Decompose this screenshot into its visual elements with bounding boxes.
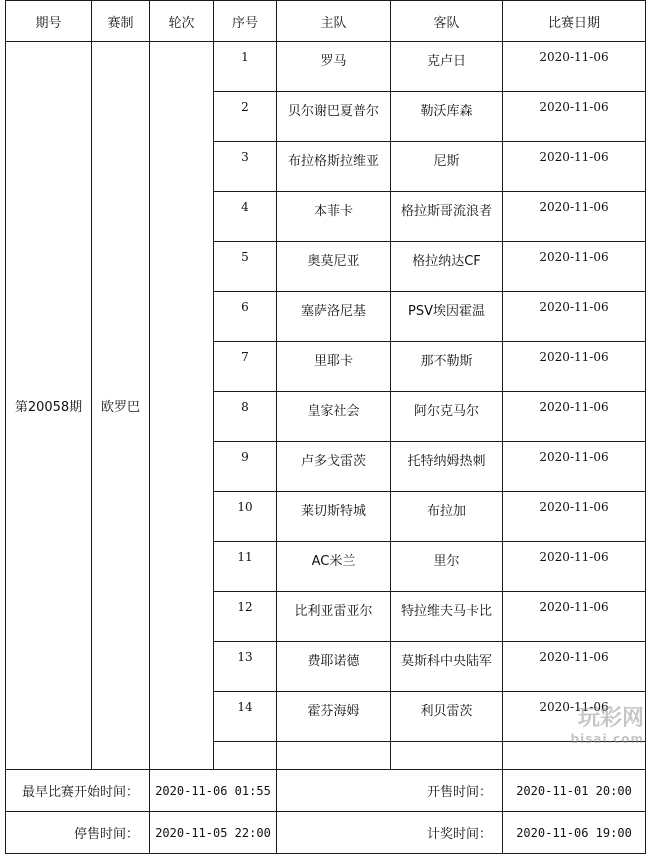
away-team: 格拉纳达CF: [391, 242, 503, 292]
blank-cell: [391, 742, 503, 770]
match-number: 8: [214, 392, 277, 442]
away-team: 利贝雷茨: [391, 692, 503, 742]
competition-cell: 欧罗巴: [92, 42, 150, 770]
header-issue: 期号: [6, 1, 92, 42]
away-team: 布拉加: [391, 492, 503, 542]
draw-value: 2020-11-06 19:00: [503, 812, 646, 854]
header-round: 轮次: [150, 1, 214, 42]
blank-cell: [503, 742, 646, 770]
sale-stop-value: 2020-11-05 22:00: [150, 812, 277, 854]
away-team: 尼斯: [391, 142, 503, 192]
away-team: 那不勒斯: [391, 342, 503, 392]
footer-row: [6, 770, 646, 812]
away-team: PSV埃因霍温: [391, 292, 503, 342]
sale-stop-label: 停售时间：: [6, 812, 150, 854]
home-team: AC米兰: [277, 542, 391, 592]
header-competition: 赛制: [92, 1, 150, 42]
footer-row: [6, 812, 646, 854]
match-date: 2020-11-06: [503, 192, 646, 242]
blank-cell: [277, 742, 391, 770]
draw-label: 计奖时间：: [277, 812, 503, 854]
home-team: 布拉格斯拉维亚: [277, 142, 391, 192]
match-number: 5: [214, 242, 277, 292]
home-team: 莱切斯特城: [277, 492, 391, 542]
header-away-team: 客队: [391, 1, 503, 42]
match-number: 6: [214, 292, 277, 342]
round-cell: [150, 42, 214, 770]
lottery-schedule-table: [5, 0, 646, 854]
home-team: 卢多戈雷茨: [277, 442, 391, 492]
watermark-main: 玩彩网: [577, 706, 644, 731]
match-date: 2020-11-06: [503, 142, 646, 192]
away-team: 格拉斯哥流浪者: [391, 192, 503, 242]
earliest-value: 2020-11-06 01:55: [150, 770, 277, 812]
header-match-date: 比赛日期: [503, 1, 646, 42]
home-team: 贝尔谢巴夏普尔: [277, 92, 391, 142]
header-home-team: 主队: [277, 1, 391, 42]
match-number: 14: [214, 692, 277, 742]
header-number: 序号: [214, 1, 277, 42]
home-team: 塞萨洛尼基: [277, 292, 391, 342]
home-team: 费耶诺德: [277, 642, 391, 692]
match-date: 2020-11-06: [503, 42, 646, 92]
earliest-label: 最早比赛开始时间：: [6, 770, 150, 812]
match-number: 9: [214, 442, 277, 492]
match-row: [6, 42, 646, 92]
match-date: 2020-11-06: [503, 442, 646, 492]
home-team: 霍芬海姆: [277, 692, 391, 742]
match-number: 4: [214, 192, 277, 242]
away-team: 阿尔克马尔: [391, 392, 503, 442]
blank-cell: [214, 742, 277, 770]
match-number: 1: [214, 42, 277, 92]
home-team: 里耶卡: [277, 342, 391, 392]
match-number: 3: [214, 142, 277, 192]
issue-cell: 第20058期: [6, 42, 92, 770]
match-number: 11: [214, 542, 277, 592]
away-team: 勒沃库森: [391, 92, 503, 142]
match-date: 2020-11-06: [503, 392, 646, 442]
match-date: 2020-11-06: [503, 292, 646, 342]
home-team: 比利亚雷亚尔: [277, 592, 391, 642]
match-number: 13: [214, 642, 277, 692]
match-date: 2020-11-06: [503, 92, 646, 142]
sale-start-value: 2020-11-01 20:00: [503, 770, 646, 812]
match-date: 2020-11-06: [503, 692, 646, 742]
match-number: 12: [214, 592, 277, 642]
away-team: 莫斯科中央陆军: [391, 642, 503, 692]
away-team: 特拉维夫马卡比: [391, 592, 503, 642]
home-team: 本菲卡: [277, 192, 391, 242]
match-number: 7: [214, 342, 277, 392]
away-team: 里尔: [391, 542, 503, 592]
match-date: 2020-11-06: [503, 342, 646, 392]
match-date: 2020-11-06: [503, 542, 646, 592]
header-row: [6, 1, 646, 42]
match-date: 2020-11-06: [503, 592, 646, 642]
sale-start-label: 开售时间：: [277, 770, 503, 812]
home-team: 皇家社会: [277, 392, 391, 442]
watermark-sub: bisai.com: [570, 732, 644, 746]
away-team: 托特纳姆热刺: [391, 442, 503, 492]
home-team: 奥莫尼亚: [277, 242, 391, 292]
match-date: 2020-11-06: [503, 242, 646, 292]
match-number: 2: [214, 92, 277, 142]
home-team: 罗马: [277, 42, 391, 92]
match-number: 10: [214, 492, 277, 542]
match-date: 2020-11-06: [503, 642, 646, 692]
match-date: 2020-11-06: [503, 492, 646, 542]
away-team: 克卢日: [391, 42, 503, 92]
